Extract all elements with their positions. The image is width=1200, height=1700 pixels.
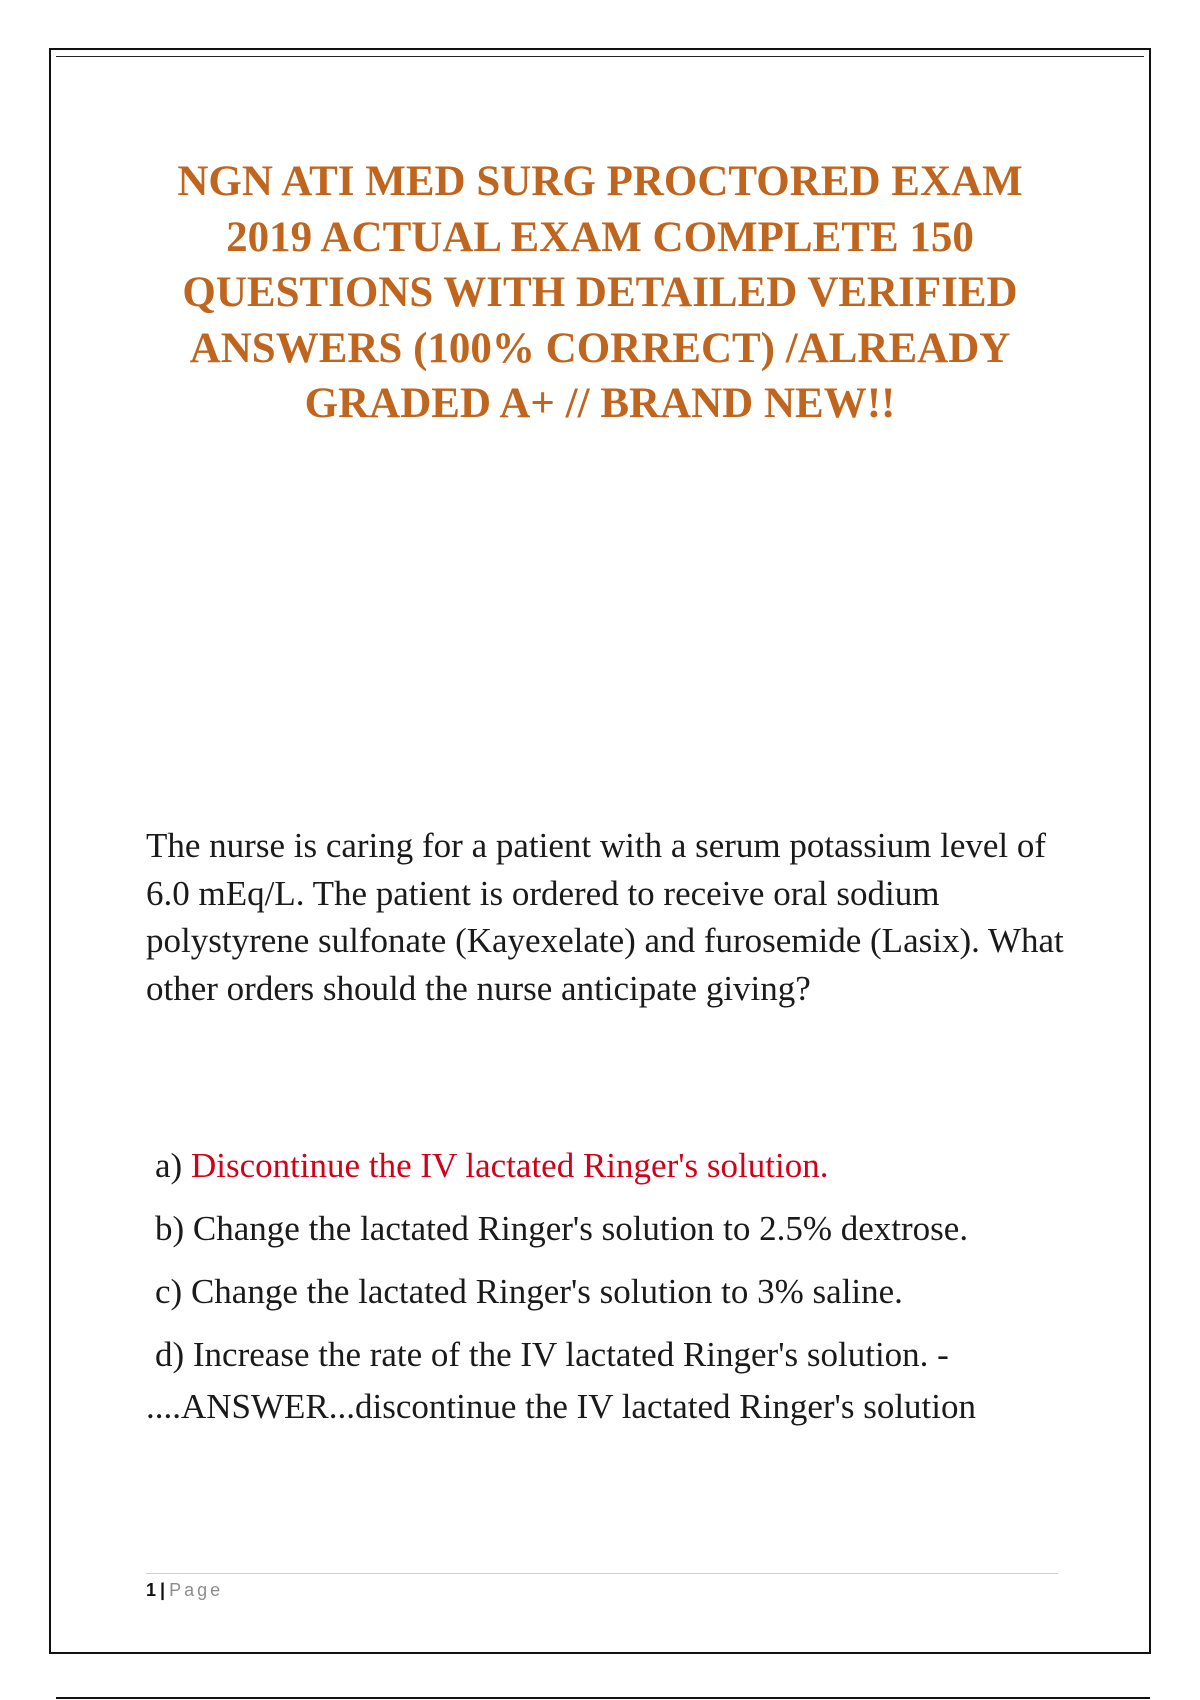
next-page-top-rule <box>56 1697 1150 1699</box>
page-label: Page <box>169 1580 224 1600</box>
option-b-text: Change the lactated Ringer's solution to 2.5% dextrose. <box>192 1209 969 1248</box>
question-text: The nurse is caring for a patient with a serum potassium level of 6.0 mEq/L. The patient is ordered to receive oral sodium polystyrene sulfonate (Kayexelate) and furosemide (Lasix). What other orders should the nurse anticipate giving? <box>146 826 1064 1008</box>
option-b-label: b) <box>155 1209 185 1248</box>
page-number: 1 <box>146 1580 157 1600</box>
page-separator: | <box>160 1580 166 1600</box>
option-a-label: a) <box>155 1146 183 1185</box>
option-a <box>155 1142 1095 1205</box>
footer-divider <box>146 1573 1058 1574</box>
document-title: NGN ATI MED SURG PROCTORED EXAM 2019 ACTUAL EXAM COMPLETE 150 QUESTIONS WITH DETAILED VERIFIED ANSWERS (100% CORRECT) /ALREADY GRADED A+ // BRAND NEW!! <box>177 158 1023 427</box>
option-a-text: Discontinue the IV lactated Ringer's solution. <box>190 1146 829 1185</box>
answer-options <box>155 1142 1095 1394</box>
frame-top-rule <box>56 56 1144 57</box>
answer-text: ....ANSWER...discontinue the IV lactated Ringer's solution <box>146 1387 976 1426</box>
option-d-label: d) <box>155 1335 185 1374</box>
option-c-label: c) <box>155 1272 183 1311</box>
option-c <box>155 1268 1095 1331</box>
option-b <box>155 1205 1095 1268</box>
option-c-text: Change the lactated Ringer's solution to 3% saline. <box>190 1272 903 1311</box>
page-footer <box>146 1578 223 1602</box>
option-d-text: Increase the rate of the IV lactated Ringer's solution. - <box>192 1335 949 1374</box>
